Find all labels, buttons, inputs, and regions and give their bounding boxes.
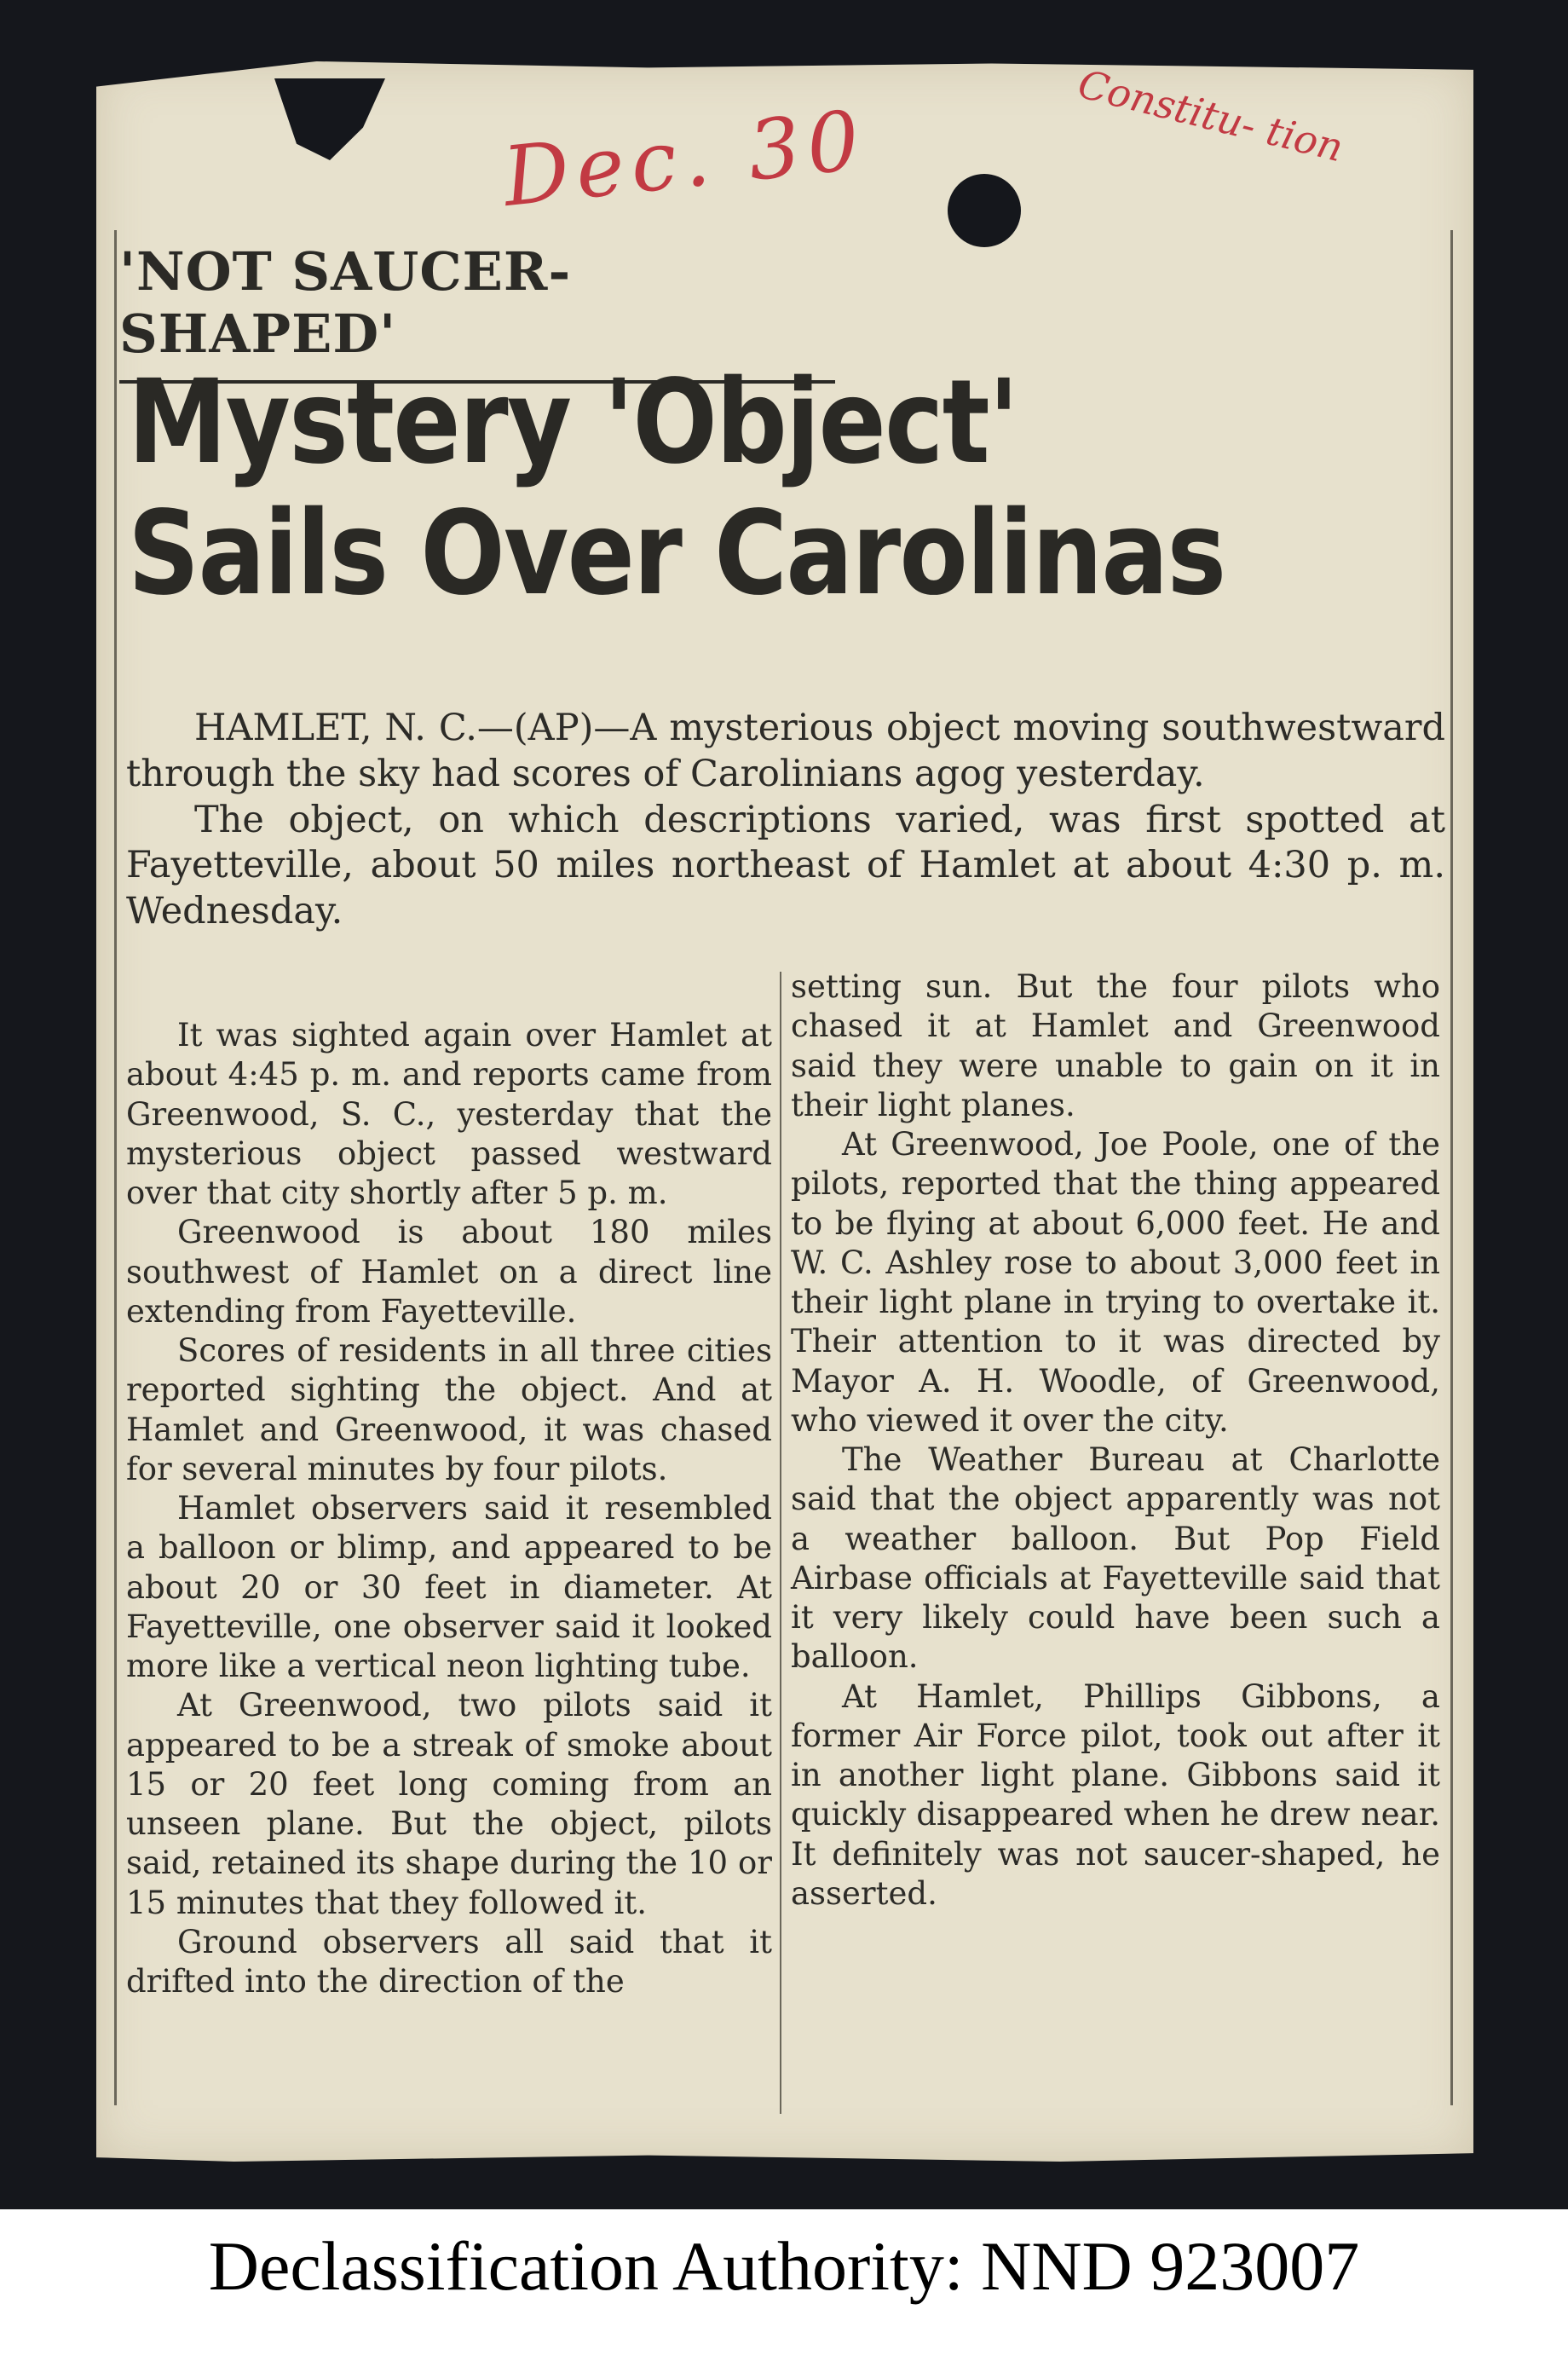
body-paragraph: Hamlet observers said it resembled a balloon or blimp, and appeared to be about 20 or 30 feet in diameter. At Fayetteville, one observer said it looked more like a vertical neon lighting tube.	[126, 1490, 772, 1684]
headline-line-2: Sails Over Carolinas	[128, 486, 1225, 621]
body-paragraph: Greenwood is about 180 miles southwest of Hamlet on a direct line extending from Fayetteville.	[126, 1214, 772, 1330]
body-paragraph: Ground observers all said that it drifted into the direction of the	[126, 1923, 772, 2000]
declassification-footer: Declassification Authority: NND 923007	[208, 2227, 1360, 2305]
punch-hole	[948, 174, 1021, 247]
body-paragraph: The Weather Bureau at Charlotte said that the object apparently was not a weather balloon. But Pop Field Airbase officials at Fayetteville said that it very likely could have been such a balloon.	[791, 1441, 1440, 1676]
lead-paragraph: The object, on which descriptions varied, was first spotted at Fayetteville, about 50 miles northeast of Hamlet at about 4:30 p. m. Wednesday.	[126, 798, 1445, 932]
lead-paragraph: HAMLET, N. C.—(AP)—A mysterious object moving southwestward through the sky had scores of Carolinians agog yesterday.	[126, 707, 1445, 795]
body-paragraph: At Greenwood, two pilots said it appeared to be a streak of smoke about 15 or 20 feet long coming from an unseen plane. But the object, pilots said, retained its shape during the 10 or 15 minutes that they followed it.	[126, 1687, 772, 1921]
right-border-rule	[1450, 230, 1453, 2105]
article-column-right	[791, 967, 1440, 1914]
handwritten-note: Constitu- tion	[1073, 61, 1348, 171]
column-divider	[780, 972, 781, 2114]
body-paragraph: It was sighted again over Hamlet at about 4:45 p. m. and reports came from Greenwood, S. C., yesterday that the mysterious object passed westward over that city shortly after 5 p. m.	[126, 1017, 772, 1211]
article-headline	[128, 355, 1271, 621]
article-kicker: 'NOT SAUCER-SHAPED'	[119, 240, 835, 384]
article-column-left	[126, 1016, 772, 2001]
body-paragraph: setting sun. But the four pilots who chased it at Hamlet and Greenwood said they were unable to gain on it in their light planes.	[791, 968, 1440, 1123]
body-paragraph: At Greenwood, Joe Poole, one of the pilots, reported that the thing appeared to be flying at about 6,000 feet. He and W. C. Ashley rose to about 3,000 feet in their light plane in trying to overtake it. Their attention to it was directed by Mayor A. H. Woodle, of Greenwood, who viewed it over the city.	[791, 1126, 1440, 1439]
left-border-rule	[114, 230, 117, 2105]
body-paragraph: Scores of residents in all three cities reported sighting the object. And at Hamlet and Greenwood, it was chased for several minutes by four pilots.	[126, 1332, 772, 1487]
body-paragraph: At Hamlet, Phillips Gibbons, a former Air Force pilot, took out after it in another light plane. Gibbons said it quickly disappeared when he drew near. It definitely was not saucer-shaped, he asserted.	[791, 1677, 1440, 1912]
headline-line-1: Mystery 'Object'	[128, 355, 1018, 490]
article-lead	[126, 706, 1445, 935]
handwritten-date: Dec. 30	[499, 92, 871, 225]
